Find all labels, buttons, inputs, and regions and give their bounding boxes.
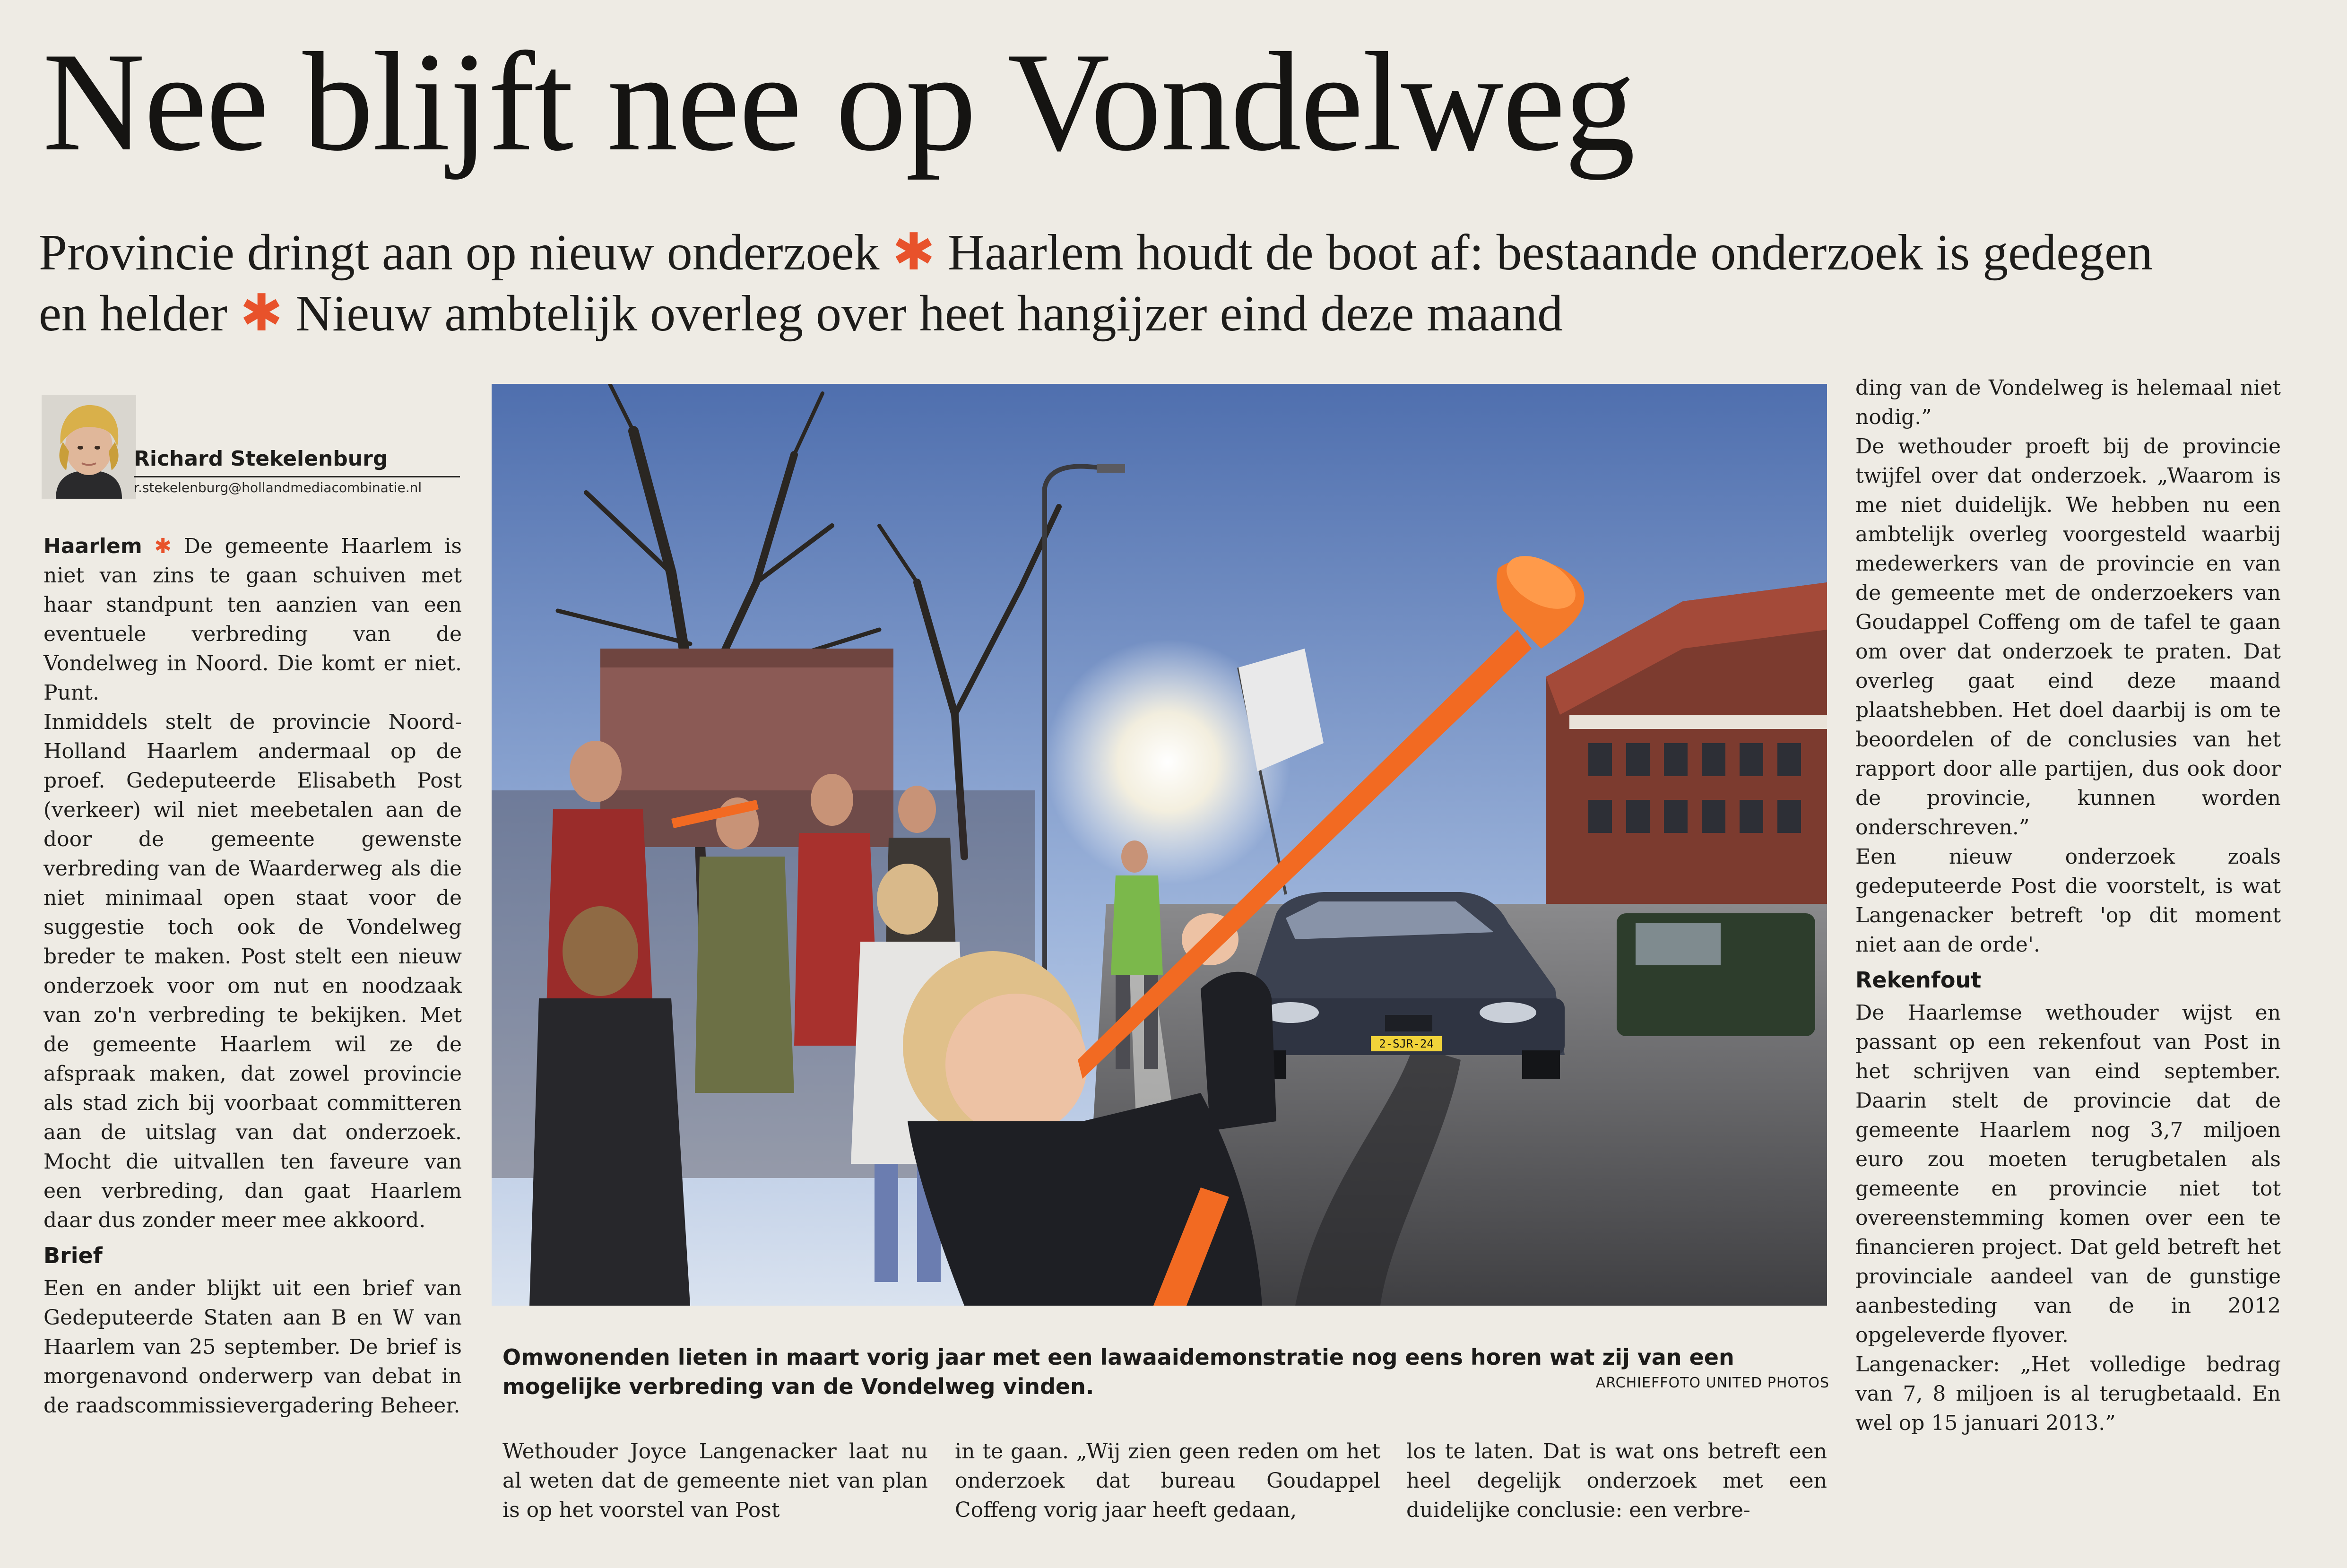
- byline-rule: [134, 476, 460, 477]
- author-email: r.stekelenburg@hollandmediacombinatie.nl: [134, 480, 422, 495]
- paragraph: Een nieuw onderzoek zoals gedeputeerde Post die voorstelt, is wat Langenacker betreft 'op dit moment niet aan de orde'.: [1855, 845, 2281, 957]
- asterisk-icon: ✱: [892, 223, 935, 282]
- paragraph: [43, 532, 462, 708]
- subhead-part-1: Provincie dringt aan op nieuw onderzoek: [39, 225, 880, 281]
- headline: Nee blijft nee op Vondelweg: [43, 23, 1635, 180]
- asterisk-icon: ✱: [154, 534, 172, 558]
- license-plate: 2-SJR-24: [1379, 1037, 1434, 1050]
- author-portrait: [42, 395, 136, 499]
- author-name: Richard Stekelenburg: [134, 447, 388, 471]
- paragraph: De wethouder proeft bij de provincie twijfel over dat onderzoek. „Waarom is me niet duidelijk. We hebben nu een ambtelijk overleg voorgesteld waarbij medewerkers van de provincie en van de gemeente met de onderzoekers van Goudappel Coffeng om de tafel te gaan om over dat onderzoek te praten. Dat overleg gaat eind deze maand plaatshebben. Het doel daarbij is om te beoordelen of de conclusies van het rapport door alle partijen, dus ook door de provincie, kunnen worden onderschreven.”: [1855, 434, 2281, 840]
- article-column-4: [1406, 1437, 1827, 1525]
- paragraph: Wethouder Joyce Langenacker laat nu al weten dat de gemeente niet van plan is op het voorstel van Post: [502, 1439, 928, 1522]
- author-byline: [42, 395, 458, 501]
- asterisk-icon: ✱: [240, 284, 283, 343]
- article-column-5: [1855, 373, 2281, 1438]
- article-column-2: [502, 1437, 928, 1525]
- subhead-part-2: Haarlem houdt de boot af: bestaande onderzoek is gedegen en helder: [39, 225, 2153, 342]
- section-heading-brief: Brief: [43, 1243, 103, 1268]
- paragraph: Langenacker: „Het volledige bedrag van 7, 8 miljoen is al terugbetaald. En wel op 15 januari 2013.”: [1855, 1352, 2281, 1435]
- subheadline: [39, 222, 2166, 344]
- paragraph: De Haarlemse wethouder wijst en passant op een rekenfout van Post in het schrijven van eind september. Daarin stelt de provincie dat de gemeente Haarlem nog 3,7 miljoen euro zou moeten terugbetalen als gemeente en provincie niet tot overeenstemming komen over een te financieren project. Dat geld betreft het provinciale aandeel van de gunstige aanbesteding van de in 2012 opgeleverde flyover.: [1855, 1001, 2281, 1347]
- demonstration-photo: [492, 384, 1827, 1306]
- paragraph-text: De gemeente Haarlem is niet van zins te gaan schuiven met haar standpunt ten aanzien van een eventuele verbreding van de Vondelweg in Noord. Die komt er niet. Punt.: [43, 534, 462, 705]
- section-heading-rekenfout: Rekenfout: [1855, 967, 1982, 993]
- photo-caption: Omwonenden lieten in maart vorig jaar met een lawaaidemonstratie nog eens horen wat zij van een mogelijke verbreding van de Vondelweg vinden.: [502, 1344, 1734, 1399]
- subhead-part-3: Nieuw ambtelijk overleg over heet hangijzer eind deze maand: [295, 286, 1563, 342]
- article-column-1: [43, 532, 462, 1421]
- dateline: Haarlem: [43, 534, 142, 558]
- paragraph: in te gaan. „Wij zien geen reden om het onderzoek dat bureau Goudappel Coffeng vorig jaar heeft gedaan,: [955, 1439, 1380, 1522]
- news-photo: [492, 384, 1827, 1306]
- article-column-3: [955, 1437, 1380, 1525]
- paragraph: los te laten. Dat is wat ons betreft een heel degelijk onderzoek met een duidelijke conclusie: een verbre-: [1406, 1439, 1827, 1522]
- photo-credit: ARCHIEFFOTO UNITED PHOTOS: [1595, 1375, 1829, 1391]
- paragraph: Een en ander blijkt uit een brief van Gedeputeerde Staten aan B en W van Haarlem van 25 september. De brief is morgenavond onderwerp van debat in de raadscommissievergadering Beheer.: [43, 1276, 462, 1418]
- paragraph: Inmiddels stelt de provincie Noord-Holland Haarlem andermaal op de proef. Gedeputeerde Elisabeth Post (verkeer) wil niet meebetalen aan de door de gemeente gewenste verbreding van de Waarderweg als die niet minimaal open staat voor de suggestie toch ook de Vondelweg breder te maken. Post stelt een nieuw onderzoek voor om nut en noodzaak van zo'n verbreding te bekijken. Met de gemeente Haarlem wil ze de afspraak maken, dat zowel provincie als stad zich bij voorbaat committeren aan de uitslag van dat onderzoek. Mocht die uitvallen ten faveure van een verbreding, dan gaat Haarlem daar dus zonder meer mee akkoord.: [43, 710, 462, 1232]
- paragraph: ding van de Vondelweg is helemaal niet nodig.”: [1855, 376, 2281, 429]
